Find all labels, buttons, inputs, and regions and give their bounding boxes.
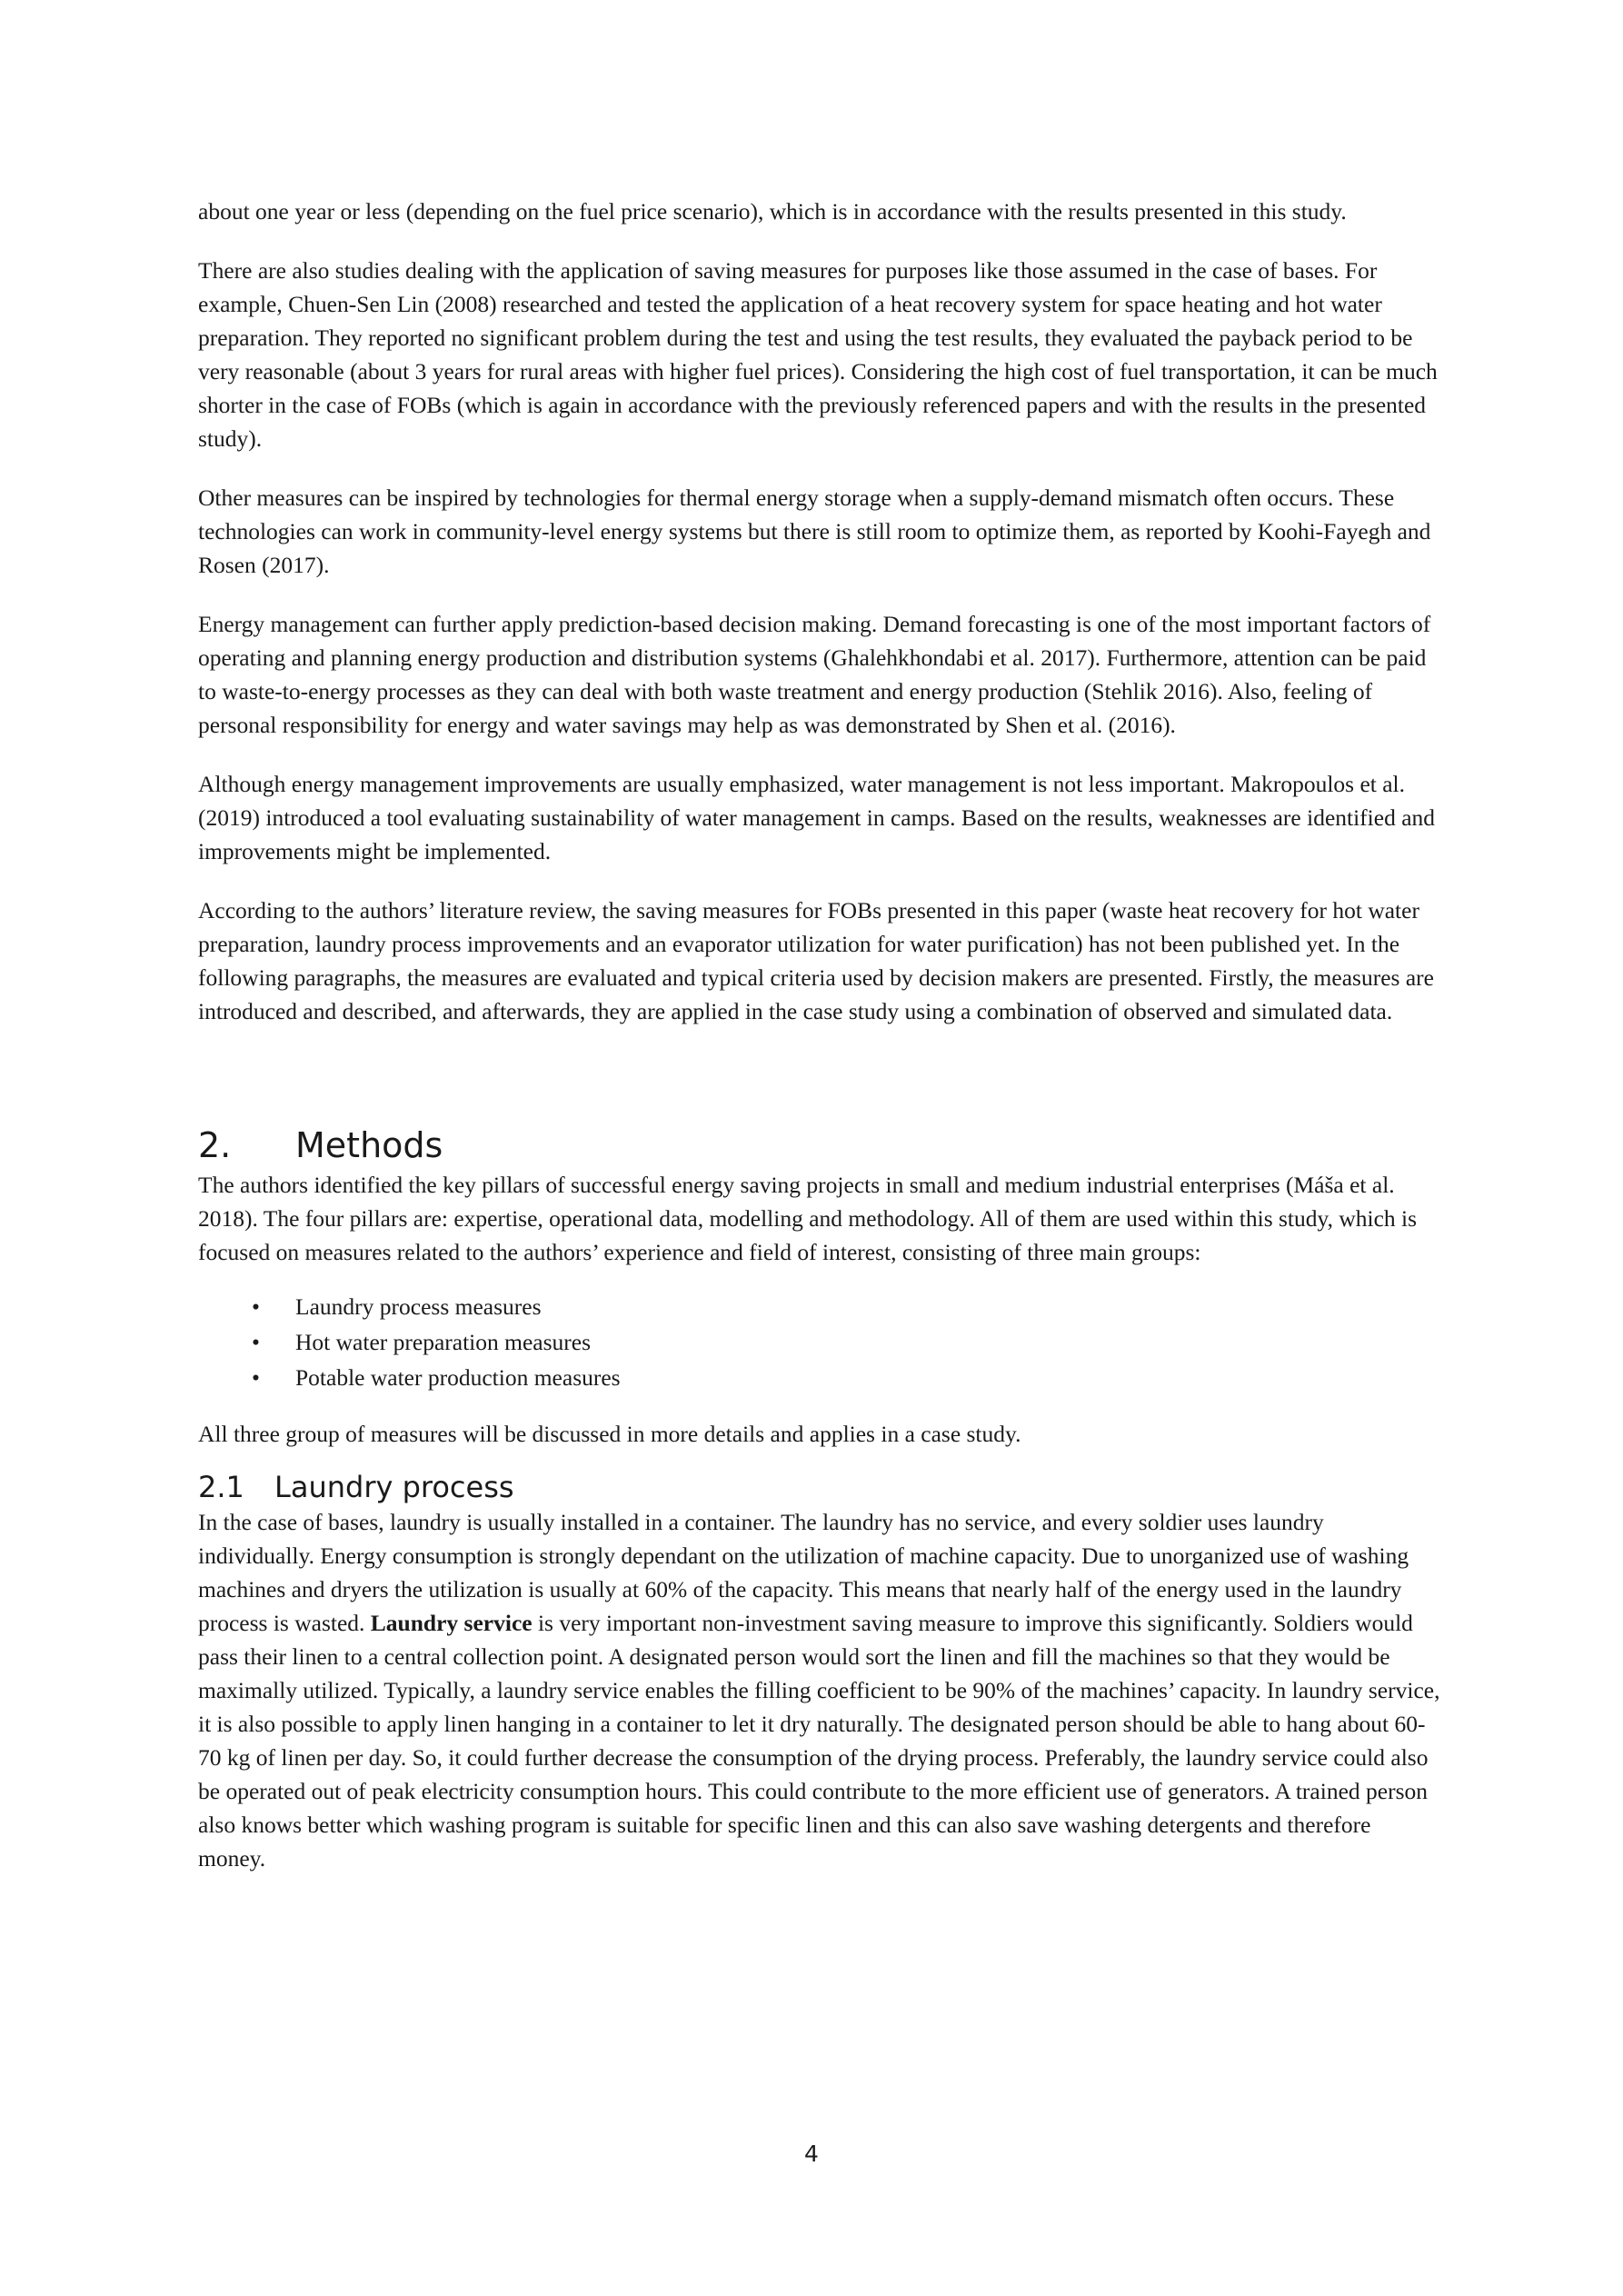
intro-paragraph-5: Although energy management improvements are usually emphasized, water management is not less important. Makropoulos et al. (2019) introduced a tool evaluating sustainability of water management in camps. Based on the results, weaknesses are identified and improvements might be implemented. <box>198 771 1436 864</box>
intro-paragraph-4: Energy management can further apply prediction-based decision making. Demand forecasting is one of the most important factors of operating and planning energy production and distribution systems (Ghalehkhondabi et al. 2017). Furthermore, attention can be paid to waste-to-energy processes as they can deal with both waste treatment and energy production (Stehlik 2016). Also, feeling of personal responsibility for energy and water savings may help as was demonstrated by Shen et al. (2016). <box>198 611 1431 738</box>
subsection-number: 2.1 <box>198 1470 244 1504</box>
bullet-icon: • <box>252 1329 260 1355</box>
section-spacer <box>198 1053 1443 1124</box>
section-heading-methods <box>198 1124 1443 1166</box>
list-item <box>198 1324 1443 1360</box>
bullet-icon: • <box>252 1293 260 1320</box>
laundry-paragraph <box>198 1505 1443 1875</box>
section-title: Methods <box>295 1125 443 1165</box>
laundry-text-after: is very important non-investment saving measure to improve this significantly. Soldiers would pass their linen to a central collection point. A designated person would sort the linen and fill the machines so that they would be maximally utilized. Typically, a laundry service enables the filling coefficient to be 90% of the machines’ capacity. In laundry service, it is also possible to apply linen hanging in a container to let it dry naturally. The designated person should be able to hang about 60-70 kg of linen per day. So, it could further decrease the consumption of the drying process. Preferably, the laundry service could also be operated out of peak electricity consumption hours. This could contribute to the more efficient use of generators. A trained person also knows better which washing program is suitable for specific linen and this can also save washing detergents and therefore money. <box>198 1610 1440 1872</box>
page-number: 4 <box>804 2141 819 2167</box>
list-item-text: Hot water preparation measures <box>295 1329 591 1355</box>
list-item <box>198 1360 1443 1395</box>
list-item-text: Potable water production measures <box>295 1364 621 1391</box>
list-item-text: Laundry process measures <box>295 1293 542 1320</box>
page-content <box>198 195 1443 1901</box>
laundry-service-term: Laundry service <box>370 1610 533 1636</box>
laundry-text-before: In the case of bases, laundry is usually installed in a container. The laundry has no service, and every soldier uses laundry individually. Energy consumption is strongly dependant on the utilization of machine capacity. Due to unorganized use of washing machines and dryers the utilization is usually at 60% of the capacity. This means that nearly half of the energy used in the laundry process is wasted. <box>198 1509 1409 1636</box>
bullet-icon: • <box>252 1364 260 1391</box>
measures-list <box>198 1289 1443 1395</box>
methods-paragraph: The authors identified the key pillars of successful energy saving projects in small and medium industrial enterprises (Máša et al. 2018). The four pillars are: expertise, operational data, modelling and methodology. All of them are used within this study, which is focused on measures related to the authors’ experience and field of interest, consisting of three main groups: <box>198 1172 1418 1265</box>
intro-paragraph-2: There are also studies dealing with the application of saving measures for purposes like those assumed in the case of bases. For example, Chuen-Sen Lin (2008) researched and tested the application of a heat recovery system for space heating and hot water preparation. They reported no significant problem during the test and using the test results, they evaluated the payback period to be very reasonable (about 3 years for rural areas with higher fuel prices). Considering the high cost of fuel transportation, it can be much shorter in the case of FOBs (which is again in accordance with the previously referenced papers and with the results in the presented study). <box>198 257 1438 452</box>
intro-paragraph-6: According to the authors’ literature review, the saving measures for FOBs presented in this paper (waste heat recovery for hot water preparation, laundry process improvements and an evaporator utilization for water purification) has not been published yet. In the following paragraphs, the measures are evaluated and typical criteria used by decision makers are presented. Firstly, the measures are introduced and described, and afterwards, they are applied in the case study using a combination of observed and simulated data. <box>198 897 1434 1024</box>
subsection-title: Laundry process <box>274 1470 514 1504</box>
subsection-heading-laundry <box>198 1469 1443 1505</box>
intro-paragraph-3: Other measures can be inspired by technologies for thermal energy storage when a supply-demand mismatch often occurs. These technologies can work in community-level energy systems but there is still room to optimize them, as reported by Koohi-Fayegh and Rosen (2017). <box>198 484 1431 578</box>
list-item <box>198 1289 1443 1324</box>
intro-paragraph-1: about one year or less (depending on the fuel price scenario), which is in accordance with the results presented in this study. <box>198 198 1347 225</box>
section-number: 2. <box>198 1125 232 1165</box>
methods-after-list: All three group of measures will be discussed in more details and applies in a case study. <box>198 1421 1021 1447</box>
